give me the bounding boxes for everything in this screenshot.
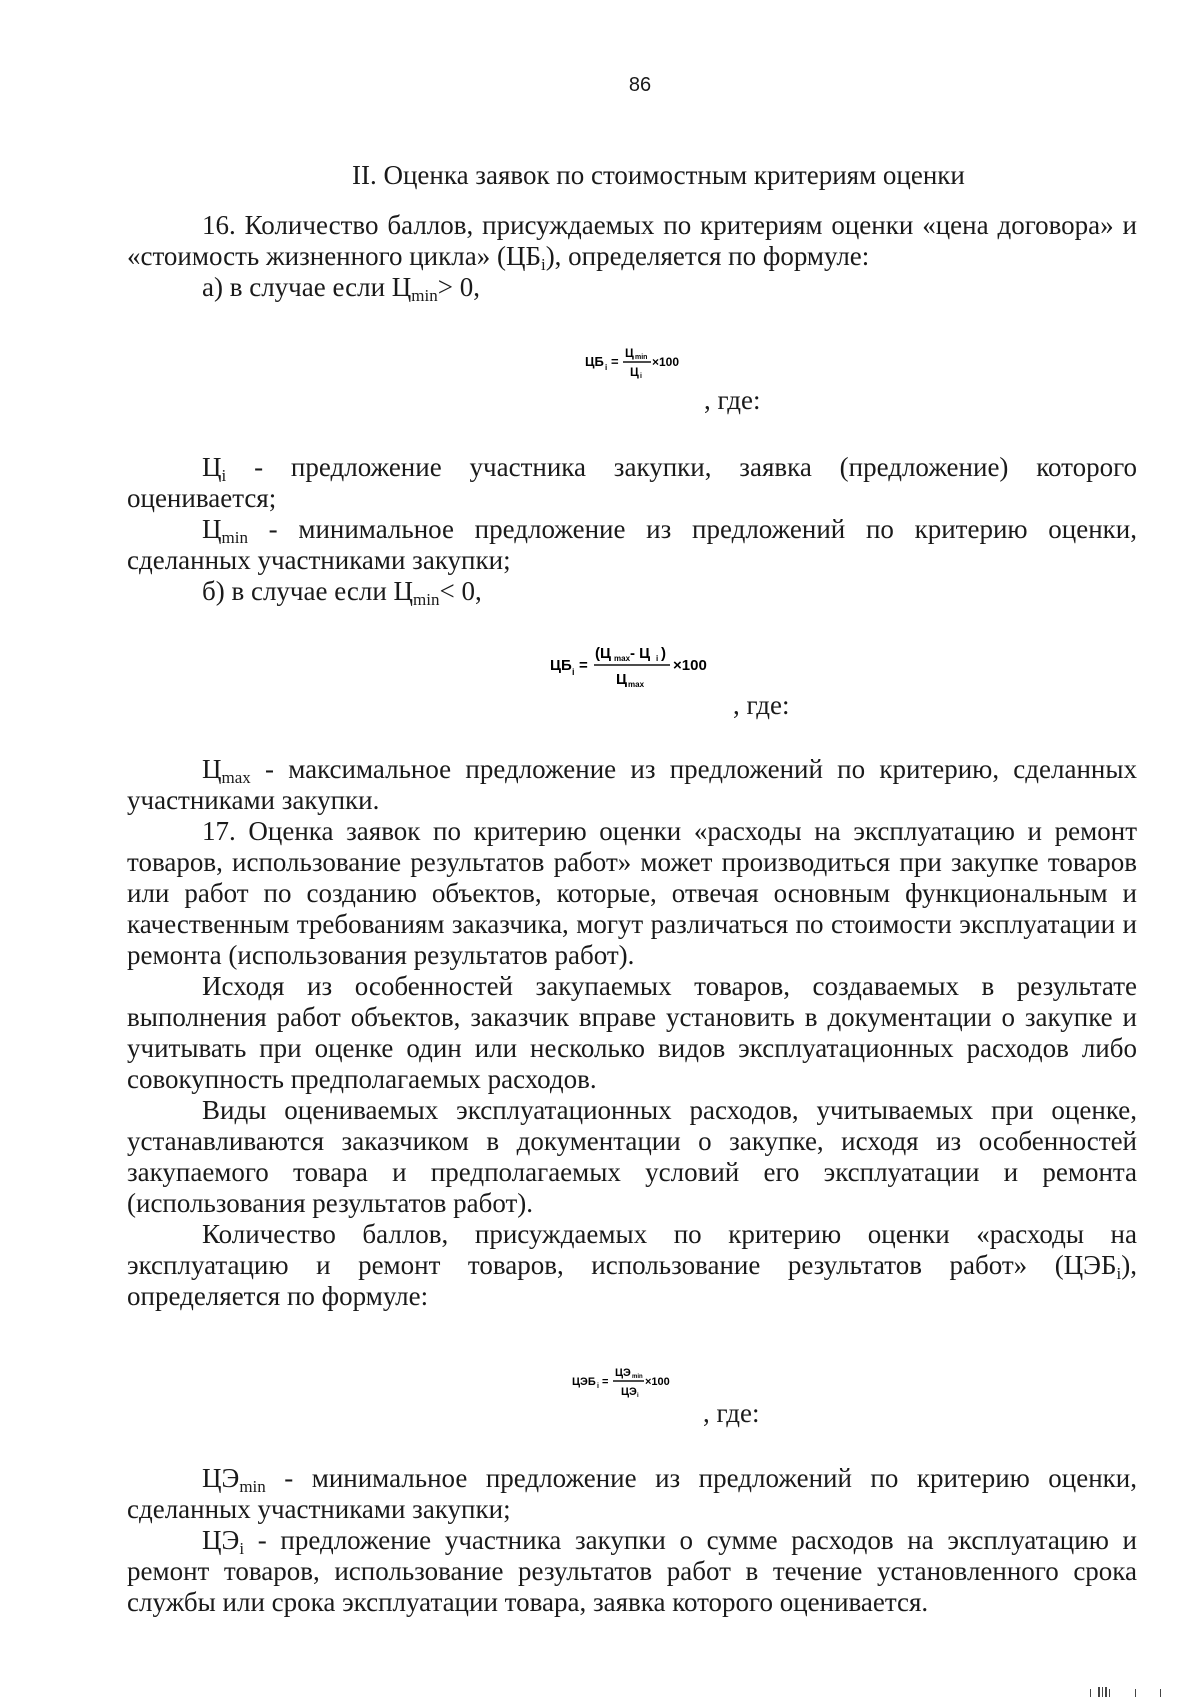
paragraph-proceeding: Исходя из особенностей закупаемых товаров, создаваемых в результате выполнения работ объектов, заказчик вправе установить в документации о закупке и учитывать при оценке один или несколько видов эксплуатационных расходов либо совокупность предполагаемых расходов.	[127, 971, 1137, 1094]
section-heading: II. Оценка заявок по стоимостным критериям оценки	[352, 160, 965, 190]
paragraph-17: 17. Оценка заявок по критерию оценки «расходы на эксплуатацию и ремонт товаров, использование результатов работ» может производиться при закупке товаров или работ по созданию объектов, которые, отвечая основным функциональным и качественным требованиям заказчика, могут различаться по стоимости эксплуатации и ремонта (использования результатов работ).	[127, 816, 1137, 970]
formula1-where: , где:	[704, 385, 761, 415]
formula1-num-sub: min	[635, 354, 648, 361]
page-number: 86	[628, 74, 652, 96]
formula2-where: , где:	[733, 690, 790, 720]
formula-cb-min-graphic	[585, 346, 715, 396]
formula2-num-end: )	[661, 645, 666, 662]
paragraph-16: 16. Количество баллов, присуждаемых по критериям оценки «цена договора» и «стоимость жизненного цикла» $(ЦБ_i)$, определяется по формуле:	[127, 210, 1137, 274]
svg-text:=: =	[579, 657, 588, 674]
formula1-lhs: ЦБ	[585, 354, 604, 369]
case-b-label: б) в случае если $Ц_{min}< 0$,	[202, 576, 482, 609]
main-text-block	[127, 754, 1137, 1312]
formula-cb-max-graphic	[550, 640, 750, 710]
formula3-where: , где:	[703, 1398, 760, 1428]
formula2-num-mid: - Ц	[630, 645, 651, 662]
svg-text:=: =	[611, 354, 619, 369]
formula-ceb	[572, 1365, 712, 1420]
formula2-den: Ц	[616, 671, 627, 688]
formula3-den-sub: i	[637, 1393, 639, 1399]
formula2-lhs: ЦБ	[550, 657, 572, 674]
formula-ceb-graphic	[572, 1365, 712, 1415]
formula2-num-sub1: max	[614, 654, 631, 663]
formula2-num-sub2: i	[656, 654, 659, 663]
formula2-mult: ×100	[673, 657, 707, 674]
case-a-label: а) в случае если $Ц_{min}> 0$,	[202, 272, 480, 305]
formula3-num: ЦЭ	[615, 1367, 631, 1379]
definition-cmin: $Ц_{min}$ - минимальное предложение из предложений по критерию оценки, сделанных участниками закупки;	[127, 514, 1137, 575]
svg-text:=: =	[602, 1376, 609, 1388]
formula2-lhs-sub: i	[572, 667, 575, 677]
formula1-den-sub: i	[640, 373, 642, 380]
formula3-lhs-sub: i	[597, 1383, 599, 1390]
formula-cb-min	[585, 346, 715, 401]
paragraph-16-block	[127, 210, 1137, 303]
formula2-num: (Ц	[595, 645, 611, 662]
definition-cmax: $Ц_{max}$ - максимальное предложение из предложений по критерию, сделанных участниками закупки.	[127, 754, 1137, 815]
paragraph-score: Количество баллов, присуждаемых по критерию оценки «расходы на эксплуатацию и ремонт товаров, использование результатов работ» $(ЦЭБ_i)$, определяется по формуле:	[127, 1219, 1137, 1311]
formula2-den-sub: max	[628, 680, 645, 689]
formula1-den: Ц	[630, 365, 639, 379]
formula1-mult: ×100	[652, 355, 680, 369]
definition-ci: $Ц_i$ - предложение участника закупки, заявка (предложение) которого оценивается;	[127, 452, 1137, 513]
definition-cei: $ЦЭ_i$ - предложение участника закупки о сумме расходов на эксплуатацию и ремонт товаров, использование результатов работ в течение установленного срока службы или срока эксплуатации товара, заявка которого оценивается.	[127, 1525, 1137, 1617]
formula3-lhs: ЦЭБ	[572, 1376, 596, 1388]
formula3-mult: ×100	[645, 1376, 670, 1388]
definition-cemin: $ЦЭ_{min}$ - минимальное предложение из предложений по критерию оценки, сделанных участниками закупки;	[127, 1463, 1137, 1524]
formula3-den: ЦЭ	[621, 1386, 637, 1398]
formula1-num: Ц	[625, 346, 634, 360]
formula-cb-max	[550, 640, 750, 715]
paragraph-types: Виды оцениваемых эксплуатационных расходов, учитываемых при оценке, устанавливаются заказчиком в документации о закупке, исходя из особенностей закупаемого товара и предполагаемых условий его эксплуатации и ремонта (использования результатов работ).	[127, 1095, 1137, 1218]
formula1-lhs-sub: i	[605, 363, 608, 372]
scan-artifact-marks	[1090, 1685, 1190, 1697]
definitions-block-2	[127, 1463, 1137, 1618]
definitions-block-1	[127, 452, 1137, 607]
formula3-num-sub: min	[632, 1374, 643, 1380]
